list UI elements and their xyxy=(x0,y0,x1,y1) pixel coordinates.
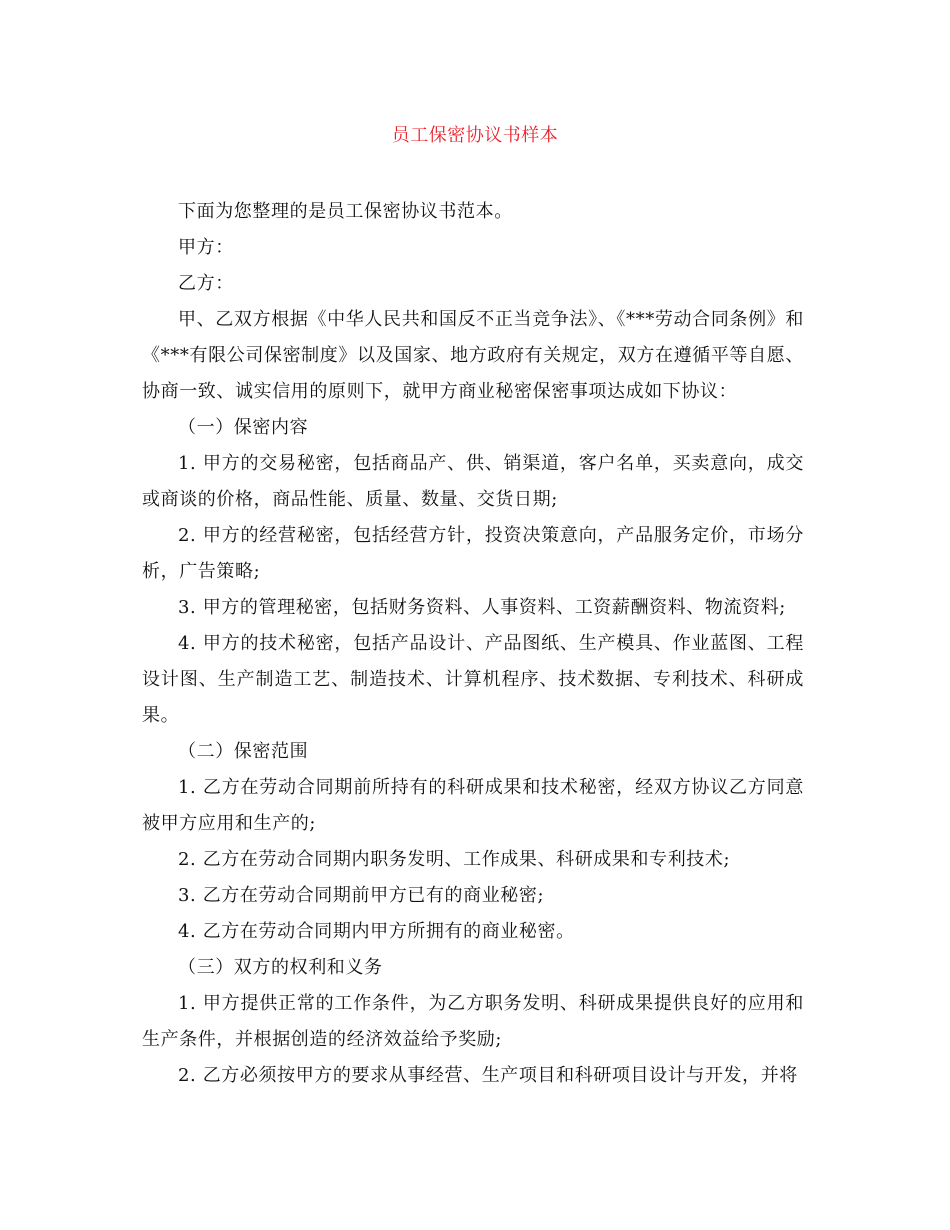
section-1-item-1: 1. 甲方的交易秘密，包括商品产、供、销渠道，客户名单，买卖意向，成交或商谈的价格，商品性能、质量、数量、交货日期; xyxy=(142,453,804,510)
intro-paragraph: 下面为您整理的是员工保密协议书范本。 xyxy=(178,201,513,222)
section-1-item-4: 4. 甲方的技术秘密，包括产品设计、产品图纸、生产模具、作业蓝图、工程设计图、生产制造工艺、制造技术、计算机程序、技术数据、专利技术、科研成果。 xyxy=(142,633,804,726)
section-2-item-4: 4. 乙方在劳动合同期内甲方所拥有的商业秘密。 xyxy=(178,921,575,942)
preamble-paragraph: 甲、乙双方根据《中华人民共和国反不正当竞争法》、《***劳动合同条例》和《***有限公司保密制度》以及国家、地方政府有关规定，双方在遵循平等自愿、协商一致、诚实信用的原则下，就甲方商业秘密保密事项达成如下协议： xyxy=(142,309,804,402)
section-2-item-1: 1. 乙方在劳动合同期前所持有的科研成果和技术秘密，经双方协议乙方同意被甲方应用和生产的; xyxy=(142,777,804,834)
section-heading-2: （二）保密范围 xyxy=(178,741,309,762)
section-1-item-2: 2. 甲方的经营秘密，包括经营方针，投资决策意向，产品服务定价，市场分析，广告策略; xyxy=(142,525,804,582)
section-2-item-3: 3. 乙方在劳动合同期前甲方已有的商业秘密; xyxy=(178,885,545,906)
section-2-item-2: 2. 乙方在劳动合同期内职务发明、工作成果、科研成果和专利技术; xyxy=(178,849,731,870)
party-b-line: 乙方： xyxy=(178,273,234,294)
section-3-item-2: 2. 乙方必须按甲方的要求从事经营、生产项目和科研项目设计与开发，并将 xyxy=(178,1065,798,1086)
section-1-item-3: 3. 甲方的管理秘密，包括财务资料、人事资料、工资薪酬资料、物流资料; xyxy=(178,597,786,618)
section-heading-1: （一）保密内容 xyxy=(178,417,309,438)
section-heading-3: （三）双方的权利和义务 xyxy=(178,957,383,978)
document-title: 员工保密协议书样本 xyxy=(391,125,559,146)
party-a-line: 甲方： xyxy=(178,237,234,258)
document-body xyxy=(142,194,804,1094)
section-3-item-1: 1. 甲方提供正常的工作条件，为乙方职务发明、科研成果提供良好的应用和生产条件，并根据创造的经济效益给予奖励; xyxy=(142,993,804,1050)
